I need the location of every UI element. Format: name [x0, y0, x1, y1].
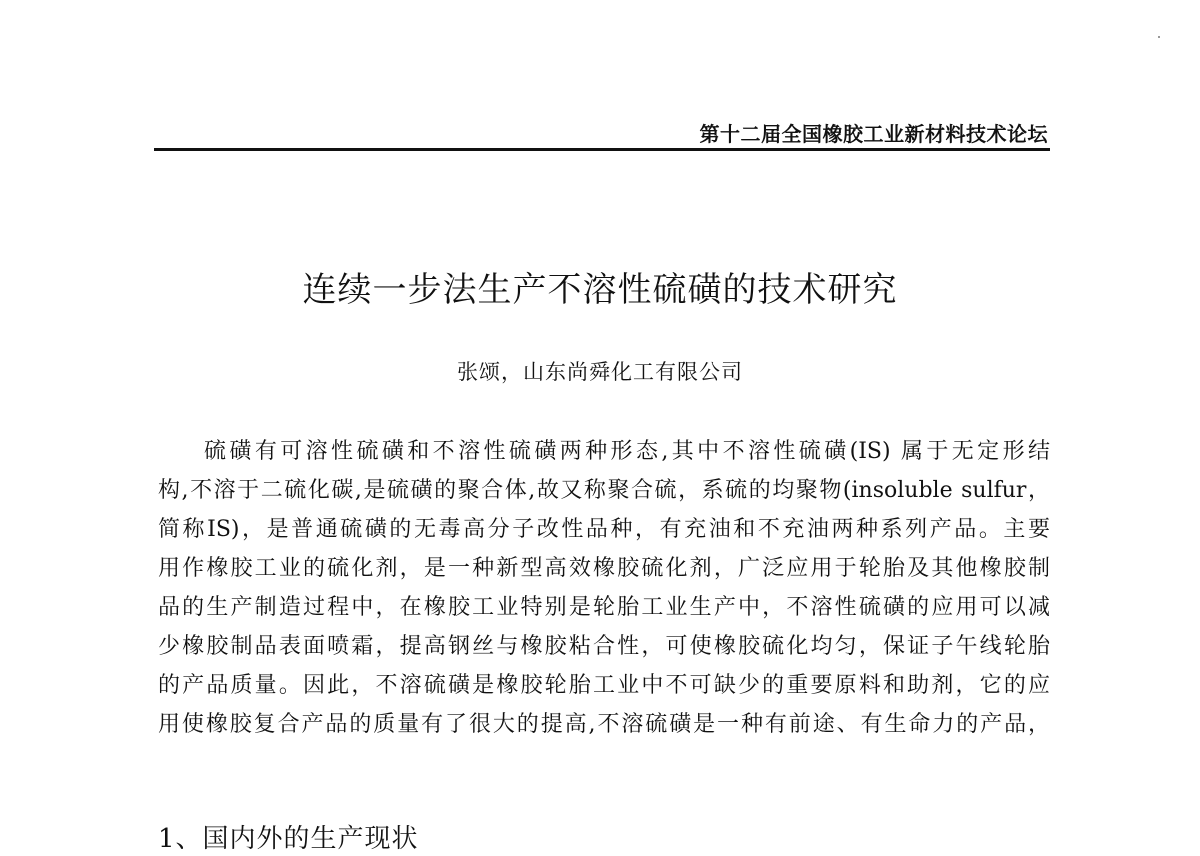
body-line: 用使橡胶复合产品的质量有了很大的提高,不溶硫磺是一种有前途、有生命力的产品， [158, 712, 1050, 737]
body-line: 构,不溶于二硫化碳,是硫磺的聚合体,故又称聚合硫，系硫的均聚物(insoluble sulfur， [158, 478, 1050, 503]
scan-speck [1158, 36, 1160, 38]
section-heading: 1、国内外的生产现状 [158, 824, 419, 854]
body-line: 用作橡胶工业的硫化剂，是一种新型高效橡胶硫化剂，广泛应用于轮胎及其他橡胶制 [158, 556, 1050, 581]
header-rule [154, 148, 1050, 151]
running-header: 第十二届全国橡胶工业新材料技术论坛 [699, 122, 1048, 146]
paper-title: 连续一步法生产不溶性硫磺的技术研究 [302, 270, 898, 310]
body-line: 简称IS)，是普通硫磺的无毒高分子改性品种，有充油和不充油两种系列产品。主要 [158, 517, 1050, 542]
body-paragraph [158, 432, 1050, 744]
body-line: 的产品质量。因此，不溶硫磺是橡胶轮胎工业中不可缺少的重要原料和助剂，它的应 [158, 673, 1050, 698]
body-line: 品的生产制造过程中，在橡胶工业特别是轮胎工业生产中，不溶性硫磺的应用可以减 [158, 595, 1050, 620]
author-affiliation: 张颂，山东尚舜化工有限公司 [457, 360, 743, 384]
body-line: 少橡胶制品表面喷霜，提高钢丝与橡胶粘合性，可使橡胶硫化均匀，保证子午线轮胎 [158, 634, 1050, 659]
body-line: 硫磺有可溶性硫磺和不溶性硫磺两种形态,其中不溶性硫磺(IS) 属于无定形结 [204, 439, 1050, 464]
